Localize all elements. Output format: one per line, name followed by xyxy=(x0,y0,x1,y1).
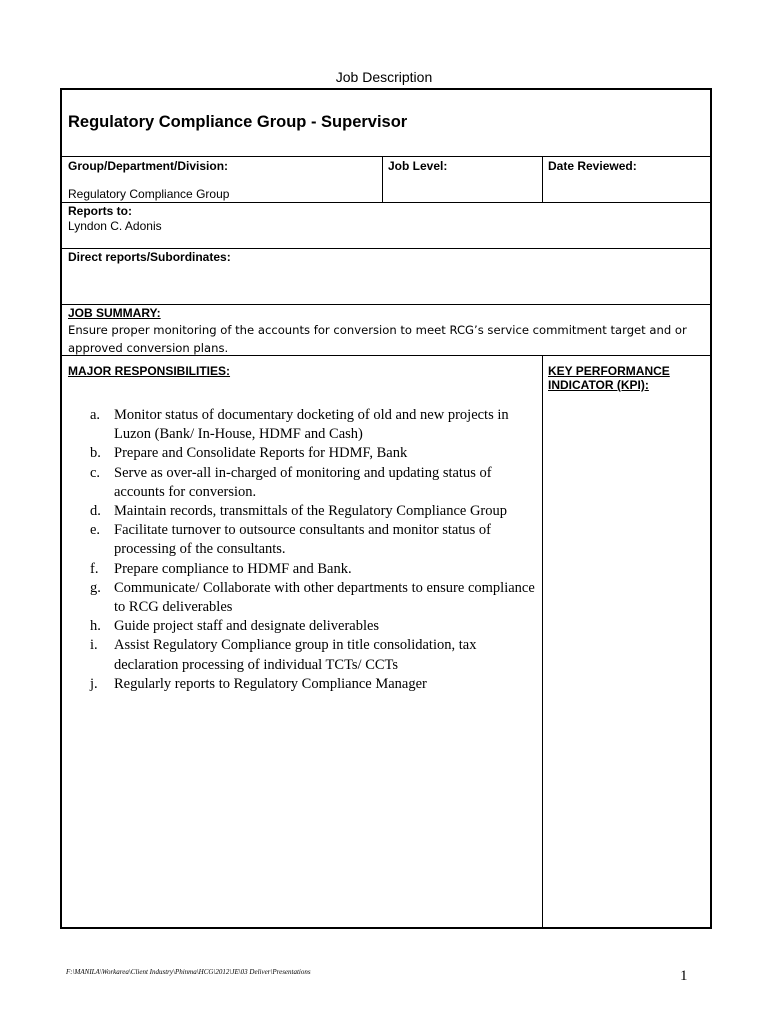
row-divider xyxy=(62,156,710,157)
page-number: 1 xyxy=(680,968,688,984)
list-marker: f. xyxy=(90,560,99,577)
major-responsibilities-label: MAJOR RESPONSIBILITIES: xyxy=(68,364,231,378)
list-marker: e. xyxy=(90,522,101,539)
row-divider xyxy=(62,248,710,249)
list-marker: a. xyxy=(90,407,101,423)
responsibility-text: Prepare and Consolidate Reports for HDMF, Bank xyxy=(114,445,408,462)
column-divider xyxy=(542,156,543,202)
column-divider xyxy=(382,156,383,202)
list-marker: j. xyxy=(90,675,98,692)
responsibility-item xyxy=(82,617,542,636)
list-marker: h. xyxy=(90,618,101,635)
job-summary-label: JOB SUMMARY: xyxy=(68,306,161,320)
responsibility-item xyxy=(82,502,542,521)
responsibility-item xyxy=(82,675,542,694)
list-marker: g. xyxy=(90,579,101,596)
group-label: Group/Department/Division: xyxy=(68,159,229,173)
list-marker: i. xyxy=(90,637,98,654)
responsibility-text: Serve as over-all in-charged of monitoring and updating status of accounts for conversion. xyxy=(114,464,492,500)
responsibility-text: Facilitate turnover to outsource consultants and monitor status of processing of the consultants. xyxy=(114,522,491,558)
job-level-label: Job Level: xyxy=(388,159,448,173)
direct-reports-label: Direct reports/Subordinates: xyxy=(68,250,231,264)
job-summary-text: Ensure proper monitoring of the accounts for conversion to meet RCG’s service commitment target and or approved conversion plans. xyxy=(68,323,687,355)
responsibility-item xyxy=(82,521,542,559)
list-marker: b. xyxy=(90,445,101,462)
job-title: Regulatory Compliance Group - Supervisor xyxy=(68,113,408,131)
responsibility-item xyxy=(82,560,542,579)
responsibility-text: Prepare compliance to HDMF and Bank. xyxy=(114,560,352,577)
responsibility-item xyxy=(82,406,542,444)
responsibility-text: Monitor status of documentary docketing of old and new projects in Luzon (Bank/ In-House, HDMF and Cash) xyxy=(114,407,509,443)
responsibility-text: Assist Regulatory Compliance group in title consolidation, tax declaration processing of individual TCTs/ CCTs xyxy=(114,637,477,673)
kpi-label-line2: INDICATOR (KPI): xyxy=(548,378,649,392)
reports-to-label: Reports to: xyxy=(68,204,132,218)
responsibility-text: Regularly reports to Regulatory Compliance Manager xyxy=(114,675,427,692)
reports-to-value: Lyndon C. Adonis xyxy=(68,219,162,233)
responsibility-item xyxy=(82,464,542,502)
responsibilities-list xyxy=(82,406,542,694)
responsibility-item xyxy=(82,579,542,617)
kpi-label-line1: KEY PERFORMANCE xyxy=(548,364,670,378)
list-marker: c. xyxy=(90,464,101,481)
document-header: Job Description xyxy=(335,69,433,85)
responsibility-text: Guide project staff and designate deliverables xyxy=(114,618,380,635)
date-reviewed-label: Date Reviewed: xyxy=(548,159,637,173)
row-divider xyxy=(62,202,710,203)
responsibility-item xyxy=(82,444,542,463)
responsibility-text: Communicate/ Collaborate with other departments to ensure compliance to RCG deliverables xyxy=(114,579,535,616)
group-value: Regulatory Compliance Group xyxy=(68,187,230,201)
row-divider xyxy=(62,304,710,305)
job-description-table xyxy=(60,88,712,929)
footer-file-path: F:\MANILA\Workarea\Client Industry\Phinma\HCG\2012\JE\03 Deliver\Presentations xyxy=(66,968,311,976)
responsibility-text: Maintain records, transmittals of the Regulatory Compliance Group xyxy=(114,503,508,520)
column-divider xyxy=(542,355,543,927)
responsibility-item xyxy=(82,636,542,674)
list-marker: d. xyxy=(90,503,101,520)
